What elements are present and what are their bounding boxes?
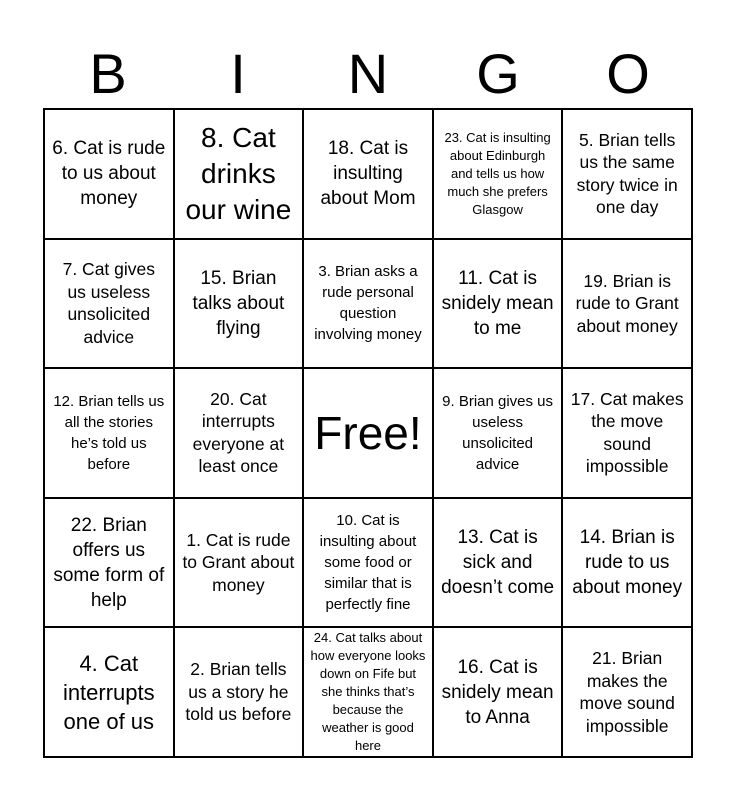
bingo-cell[interactable] xyxy=(433,109,563,239)
free-cell[interactable] xyxy=(303,368,433,498)
cell-text: 21. Brian makes the move sound impossible xyxy=(579,648,675,736)
header-letter-i: I xyxy=(230,42,246,105)
cell-text: 6. Cat is rude to us about money xyxy=(52,138,166,210)
cell-text: 8. Cat drinks our wine xyxy=(185,121,292,225)
cell-text: 17. Cat makes the move sound impossible xyxy=(570,388,684,477)
bingo-cell[interactable] xyxy=(44,627,174,757)
cell-text: 5. Brian tells us the same story twice in one day xyxy=(576,129,678,218)
header-letter-o: O xyxy=(606,42,650,105)
cell-text: 14. Brian is rude to us about money xyxy=(572,527,683,599)
header-letter-g: G xyxy=(476,42,520,105)
header-letter-b: B xyxy=(89,42,127,105)
bingo-cell[interactable] xyxy=(303,627,433,757)
cell-text: 10. Cat is insulting about some food or similar that is perfectly fine xyxy=(319,512,417,614)
bingo-cell[interactable] xyxy=(44,368,174,498)
bingo-cell[interactable] xyxy=(174,239,304,369)
cell-text: 24. Cat talks about how everyone looks down on Fife but she thinks that’s because the weather is good here xyxy=(310,630,426,754)
bingo-cell[interactable] xyxy=(433,368,563,498)
bingo-cell[interactable] xyxy=(562,239,692,369)
cell-text: 13. Cat is sick and doesn’t come xyxy=(441,527,555,599)
bingo-cell[interactable] xyxy=(44,498,174,628)
cell-text: 11. Cat is snidely mean to me xyxy=(441,267,554,339)
bingo-cell[interactable] xyxy=(44,239,174,369)
bingo-cell[interactable] xyxy=(303,239,433,369)
cell-text: 7. Cat gives us useless unsolicited advice xyxy=(62,259,155,347)
free-text: Free! xyxy=(314,406,422,459)
bingo-cell[interactable] xyxy=(562,109,692,239)
bingo-cell[interactable] xyxy=(174,498,304,628)
bingo-cell[interactable] xyxy=(562,368,692,498)
cell-text: 23. Cat is insulting about Edinburgh and tells us how much she prefers Glasgow xyxy=(444,129,551,217)
cell-text: 2. Brian tells us a story he told us before xyxy=(185,659,292,725)
cell-text: 20. Cat interrupts everyone at least once xyxy=(192,388,285,477)
header-letter-n: N xyxy=(347,42,389,105)
bingo-cell[interactable] xyxy=(562,498,692,628)
bingo-cell[interactable] xyxy=(433,239,563,369)
bingo-cell[interactable] xyxy=(174,109,304,239)
cell-text: 3. Brian asks a rude personal question involving money xyxy=(314,263,422,344)
cell-text: 19. Brian is rude to Grant about money xyxy=(575,270,679,336)
cell-text: 16. Cat is snidely mean to Anna xyxy=(441,656,554,728)
bingo-cell[interactable] xyxy=(303,109,433,239)
cell-text: 22. Brian offers us some form of help xyxy=(53,514,165,611)
bingo-cell[interactable] xyxy=(44,109,174,239)
cell-text: 15. Brian talks about flying xyxy=(192,267,285,339)
bingo-cell[interactable] xyxy=(433,627,563,757)
bingo-cell[interactable] xyxy=(433,498,563,628)
cell-text: 18. Cat is insulting about Mom xyxy=(320,138,416,210)
bingo-cell[interactable] xyxy=(174,368,304,498)
bingo-cell[interactable] xyxy=(562,627,692,757)
cell-text: 1. Cat is rude to Grant about money xyxy=(182,529,295,595)
bingo-board xyxy=(43,108,693,758)
cell-text: 4. Cat interrupts one of us xyxy=(62,650,155,734)
cell-text: 9. Brian gives us useless unsolicited advice xyxy=(442,392,554,473)
bingo-cell[interactable] xyxy=(303,498,433,628)
bingo-cell[interactable] xyxy=(174,627,304,757)
cell-text: 12. Brian tells us all the stories he’s told us before xyxy=(53,392,165,473)
bingo-header xyxy=(43,40,693,108)
